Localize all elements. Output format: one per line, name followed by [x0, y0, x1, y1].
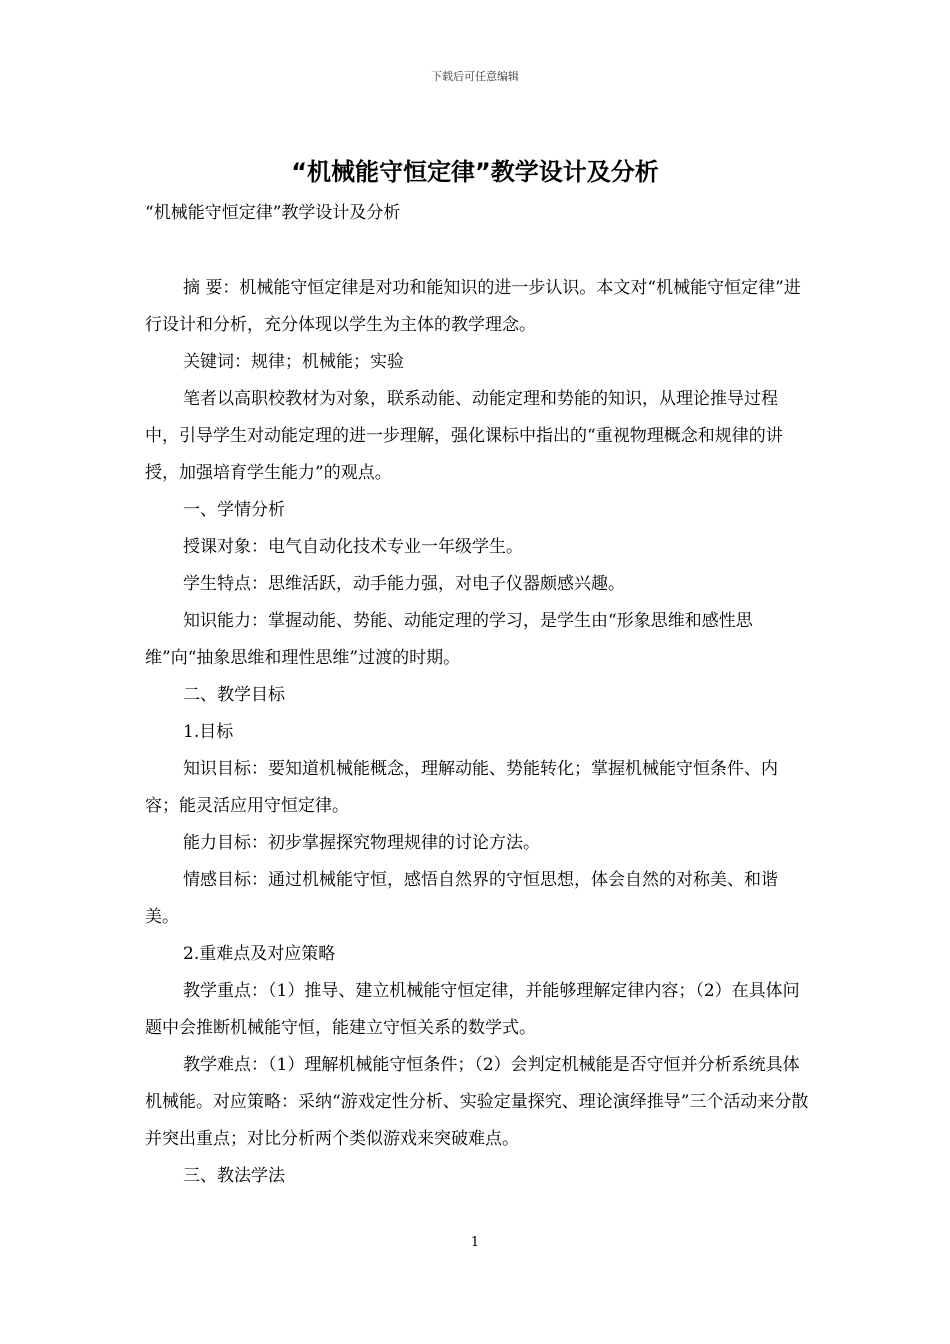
knowledge-goal-paragraph: 知识目标：要知道机械能概念，理解动能、势能转化；掌握机械能守恒条件、内容；能灵活应用守恒定律。 [145, 759, 778, 816]
section-heading-2: 二、教学目标 [183, 685, 285, 705]
document-subtitle: “机械能守恒定律”教学设计及分析 [145, 203, 401, 223]
keywords-paragraph: 关键词：规律；机械能；实验 [183, 352, 404, 372]
intro-paragraph: 笔者以高职校教材为对象，联系动能、动能定理和势能的知识，从理论推导过程中，引导学生对动能定理的进一步理解，强化课标中指出的“重视物理概念和规律的讲授，加强培育学生能力”的观点。 [145, 389, 783, 483]
emotion-goal-paragraph: 情感目标：通过机械能守恒，感悟自然界的守恒思想，体会自然的对称美、和谐美。 [145, 870, 778, 927]
ability-goal-paragraph: 能力目标：初步掌握探究物理规律的讨论方法。 [183, 833, 540, 853]
knowledge-ability-paragraph: 知识能力：掌握动能、势能、动能定理的学习，是学生由“形象思维和感性思维”向“抽象思维和理性思维”过渡的时期。 [145, 611, 753, 668]
teaching-target-paragraph: 授课对象：电气自动化技术专业一年级学生。 [183, 537, 523, 557]
student-traits-paragraph: 学生特点：思维活跃，动手能力强，对电子仪器颇感兴趣。 [183, 574, 625, 594]
key-points-paragraph: 教学重点：（1）推导、建立机械能守恒定律，并能够理解定律内容；（2）在具体问题中会推断机械能守恒，能建立守恒关系的数学式。 [145, 981, 800, 1038]
header-note: 下载后可任意编辑 [431, 70, 519, 83]
section-heading-1: 一、学情分析 [183, 500, 285, 520]
document-title: “机械能守恒定律”教学设计及分析 [291, 158, 659, 186]
section-heading-3: 三、教法学法 [183, 1166, 285, 1186]
subheading-goals: 1.目标 [183, 722, 234, 742]
document-body [145, 200, 810, 1195]
page-number: 1 [470, 1235, 480, 1250]
difficult-points-paragraph: 教学难点：（1）理解机械能守恒条件；（2）会判定机械能是否守恒并分析系统具体机械能。对应策略：采纳“游戏定性分析、实验定量探究、理论演绎推导”三个活动来分散并突出重点；对比分析两个类似游戏来突破难点。 [145, 1055, 809, 1149]
abstract-paragraph: 摘 要：机械能守恒定律是对功和能知识的进一步认识。本文对“机械能守恒定律”进行设计和分析，充分体现以学生为主体的教学理念。 [145, 278, 801, 335]
subheading-key-points: 2.重难点及对应策略 [183, 944, 336, 964]
